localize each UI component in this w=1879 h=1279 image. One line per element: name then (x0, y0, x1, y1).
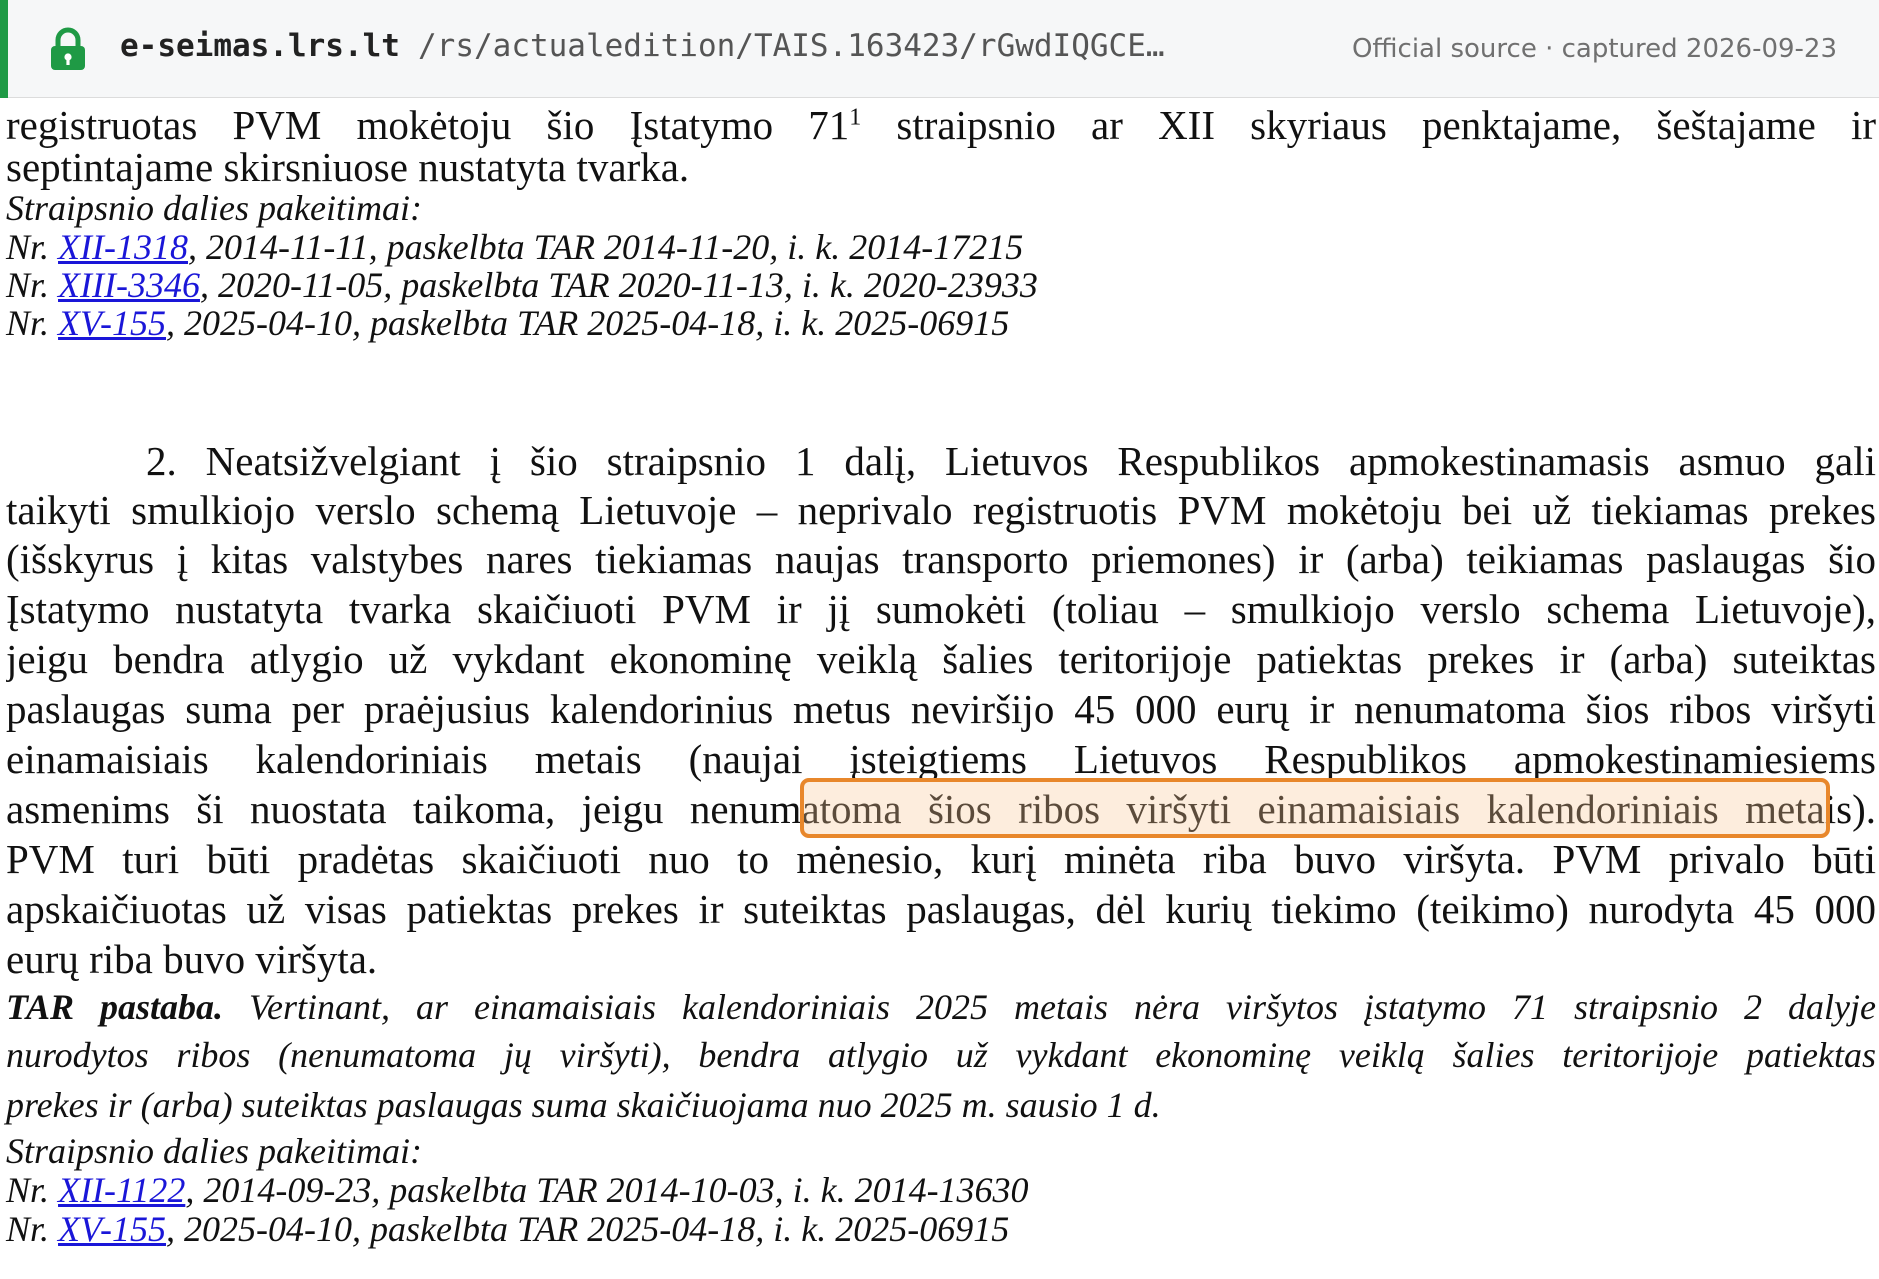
amendments-heading: Straipsnio dalies pakeitimai: (6, 1131, 422, 1171)
paragraph-line: jeigu bendra atlygio už vykdant ekonominę veiklą šalies teritorijoje patiektas prekes ir (arba) suteiktas (6, 636, 1876, 682)
paragraph-line: paslaugas suma per praėjusius kalendorinius metus neviršijo 45 000 eurų ir nenumatoma šios ribos viršyti (6, 686, 1876, 732)
amendment-item: Nr. XV-155, 2025-04-10, paskelbta TAR 2025-04-18, i. k. 2025-06915 (6, 303, 1010, 343)
paragraph-line: septintajame skirsniuose nustatyta tvarka. (6, 144, 690, 190)
amendment-link[interactable]: XII-1122 (58, 1170, 186, 1210)
paragraph-line: asmenims ši nuostata taikoma, jeigu nenumatoma šios ribos viršyti einamaisiais kalendoriniais metais). (6, 786, 1876, 832)
amendment-link[interactable]: XV-155 (58, 303, 167, 343)
amendment-item: Nr. XV-155, 2025-04-10, paskelbta TAR 2025-04-18, i. k. 2025-06915 (6, 1209, 1010, 1249)
amendment-item: Nr. XII-1318, 2014-11-11, paskelbta TAR 2014-11-20, i. k. 2014-17215 (6, 227, 1024, 267)
amendment-item: Nr. XII-1122, 2014-09-23, paskelbta TAR 2014-10-03, i. k. 2014-13630 (6, 1170, 1029, 1210)
paragraph-line: eurų riba buvo viršyta. (6, 936, 378, 982)
url-host[interactable]: e-seimas.lrs.lt (120, 28, 400, 64)
amendment-link[interactable]: XIII-3346 (58, 265, 200, 305)
paragraph-line: taikyti smulkiojo verslo schemą Lietuvoje – neprivalo registruotis PVM mokėtoju bei už tiekiamas prekes (6, 487, 1876, 533)
tar-note-label: TAR pastaba. (6, 987, 224, 1027)
amendment-link[interactable]: XII-1318 (58, 227, 188, 267)
paragraph-line: einamaisiais kalendoriniais metais (naujai įsteigtiems Lietuvos Respublikos apmokestinamiesiems (6, 736, 1876, 782)
paragraph-line: (išskyrus į kitas valstybes nares tiekiamas naujas transporto priemones) ir (arba) teikiamas paslaugas šio (6, 536, 1876, 582)
address-bar (0, 0, 1879, 98)
secure-accent-strip (0, 0, 8, 98)
tar-note-line: prekes ir (arba) suteiktas paslaugas suma skaičiuojama nuo 2025 m. sausio 1 d. (6, 1085, 1161, 1125)
paragraph-line: 2. Neatsižvelgiant į šio straipsnio 1 dalį, Lietuvos Respublikos apmokestinamasis asmuo gali (146, 438, 1876, 484)
amendment-link[interactable]: XV-155 (58, 1209, 167, 1249)
paragraph-line: apskaičiuotas už visas patiektas prekes ir suteiktas paslaugas, dėl kurių tiekimo (teikimo) nurodyta 45 000 (6, 886, 1876, 932)
amendments-heading: Straipsnio dalies pakeitimai: (6, 188, 422, 228)
capture-note: Official source · captured 2026-09-23 (1351, 34, 1837, 64)
tar-note-line: TAR pastaba. Vertinant, ar einamaisiais kalendoriniais 2025 metais nėra viršytos įstatymo 71 straipsnio 2 dalyje (6, 987, 1876, 1027)
amendment-item: Nr. XIII-3346, 2020-11-05, paskelbta TAR 2020-11-13, i. k. 2020-23933 (6, 265, 1038, 305)
lock-icon (48, 27, 88, 71)
paragraph-line: registruotas PVM mokėtoju šio Įstatymo $71^1$ straipsnio ar XII skyriaus penktajame, šeštajame ir (6, 102, 1876, 148)
superscript: 1 (849, 104, 862, 131)
paragraph-line: PVM turi būti pradėtas skaičiuoti nuo to mėnesio, kurį minėta riba buvo viršyta. PVM privalo būti (6, 836, 1876, 882)
url-path[interactable]: /rs/actualedition/TAIS.163423/rGwdIQGCE… (418, 28, 1165, 64)
paragraph-line: Įstatymo nustatyta tvarka skaičiuoti PVM ir jį sumokėti (toliau – smulkiojo verslo schema Lietuvoje), (6, 586, 1876, 632)
tar-note-line: nurodytos ribos (nenumatoma jų viršyti), bendra atlygio už vykdant ekonominę veiklą šalies teritorijoje patiektas (6, 1035, 1876, 1075)
